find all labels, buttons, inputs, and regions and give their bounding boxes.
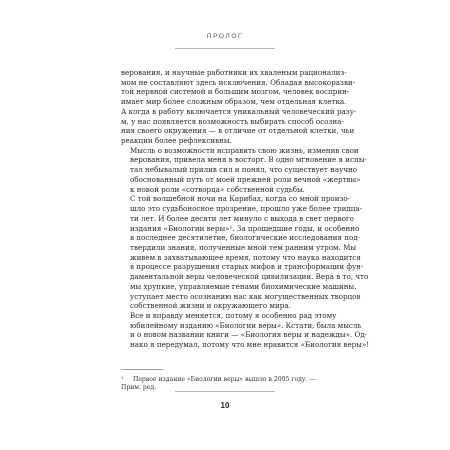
page-number: 10 <box>220 401 230 410</box>
text-line: реакции более рефлексивны. <box>121 136 232 146</box>
paragraph-1 <box>121 68 357 146</box>
text-line: и о новом названии книги — «Биология веры и надежды». Од- <box>130 330 368 340</box>
text-line: ти лет. И более десяти лет минуло с выхода в свет первого <box>130 213 354 223</box>
text-line: в последнее десятилетие, биологические исследования под- <box>130 233 361 243</box>
text-line: юбилейному изданию «Биологии веры». Кстати, была мысль <box>130 320 362 330</box>
header-divider <box>175 48 275 49</box>
text-line: собственной жизни и окружающего мира. <box>130 301 291 311</box>
text-line: С той волшебной ночи на Карибах, когда со мной произо- <box>130 194 351 204</box>
text-line: Мысль о возможности исправить свою жизнь, изменив свои <box>130 145 359 155</box>
text-line: уступает место осознанию нас как могущественных творцов <box>130 291 361 301</box>
text-line: А когда в работу включается уникальный человеческий разу- <box>121 106 357 116</box>
text-line: мом не составляют здесь исключения. Обладая высокоразви- <box>121 77 356 87</box>
text-line: Все и вправду меняется, потому я особенно рад этому <box>130 310 337 320</box>
running-header: ПРОЛОГ <box>206 33 244 40</box>
footer-divider <box>175 391 275 392</box>
text-line: тал небывалый прилив сил и понял, что существует научно <box>130 165 358 175</box>
text-line: живем в захватывающее время, потому что наука находится <box>130 252 361 262</box>
footnote-text: Первое издание «Биологии веры» вышло в 2005 году. — Прим. ред. <box>121 376 316 391</box>
text-line: шло это судьбоносное прозрение, прошло уже более тридца- <box>130 204 362 214</box>
text-line: обоснованный путь от моей прежней роли вечной «жертвы» <box>130 174 361 184</box>
body-text <box>121 68 370 350</box>
text-line: в процессе разрушения старых мифов и трансформации фун- <box>130 262 364 272</box>
text-line: м, у нас появляется возможность выбирать способ осозна- <box>121 116 344 126</box>
text-line: мы хрупкие, управляемые генами биохимические машины, <box>130 281 357 291</box>
paragraph-2 <box>121 145 367 195</box>
text-line: той нервной системой и большим мозгом, человек восприн- <box>121 87 350 97</box>
text-line: верования, и научные работники их хваленым рационализ- <box>121 68 347 77</box>
text-line: издания «Биологии веры»¹. За прошедшие годы, и особенно <box>130 223 360 233</box>
footnote-divider <box>121 369 163 370</box>
footnote <box>121 376 332 392</box>
text-line: даментальной веры человеческой цивилизации. Вера в то, что <box>130 272 369 282</box>
text-line: нако я передумал, потому что мне нравится «Биология веры»! <box>130 340 370 350</box>
text-line: верования, привела меня в восторг. В одно мгновение я испы- <box>130 155 367 165</box>
paragraph-3 <box>121 194 369 311</box>
footnote-number: ¹ <box>121 376 124 383</box>
paragraph-4 <box>121 310 370 350</box>
text-line: ния своего окружения — в отличие от отдельной клетки, чьи <box>121 126 355 136</box>
text-line: имает мир более сложным образом, чем отдельная клетка. <box>121 97 347 107</box>
text-line: к новой роли «сотворца» собственной судьбы. <box>130 184 305 194</box>
text-line: твердили знания, полученные мной тем ранним утром. Мы <box>130 242 357 252</box>
